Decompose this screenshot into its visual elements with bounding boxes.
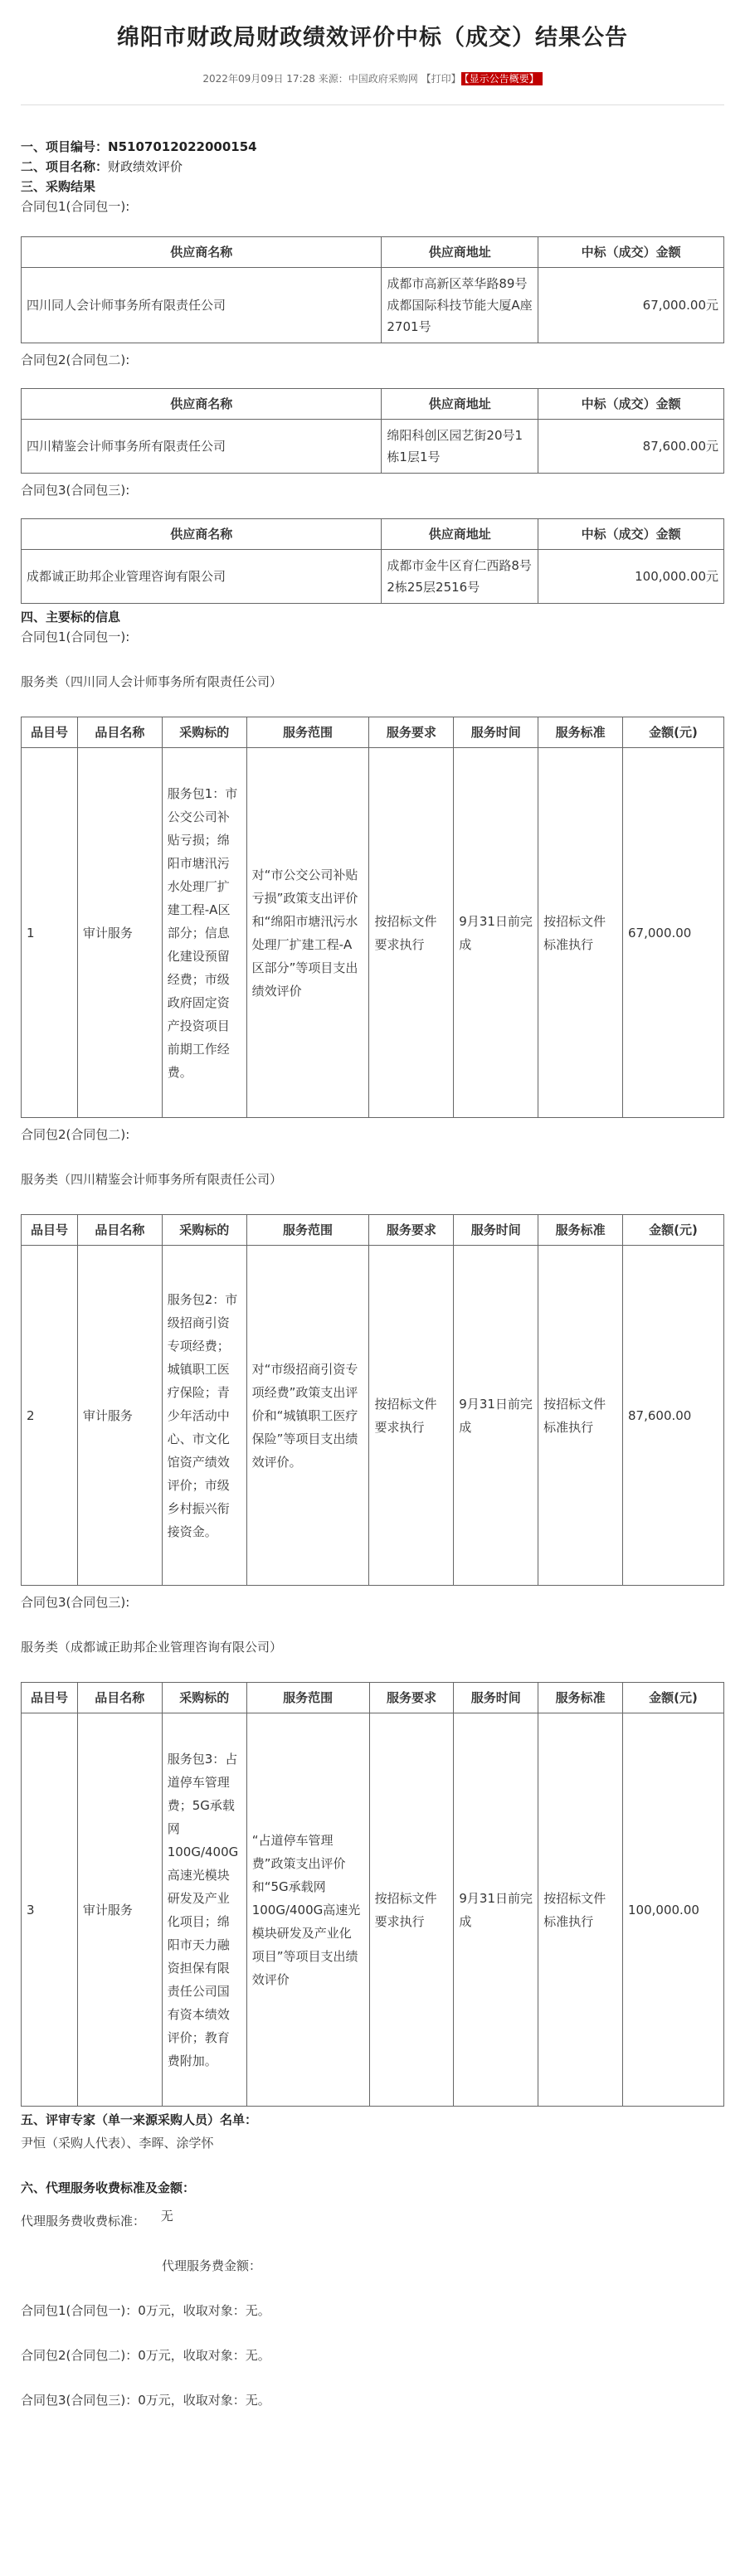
supplier-address: 成都市高新区萃华路89号成都国际科技节能大厦A座2701号 bbox=[382, 268, 538, 343]
col-item-no: 品目号 bbox=[22, 1683, 78, 1713]
col-supplier-address: 供应商地址 bbox=[382, 519, 538, 550]
item-name: 审计服务 bbox=[77, 1246, 162, 1586]
col-supplier-name: 供应商名称 bbox=[22, 389, 382, 420]
supplier-name: 成都诚正助邦企业管理咨询有限公司 bbox=[22, 550, 382, 604]
col-time: 服务时间 bbox=[454, 1683, 538, 1713]
col-requirement: 服务要求 bbox=[369, 1683, 454, 1713]
package-label: 合同包1(合同包一): bbox=[21, 629, 130, 644]
amount: 87,600.00 bbox=[623, 1246, 724, 1586]
scope: “占道停车管理费”政策支出评价和“5G承载网100G/400G高速光模块研发及产业化项目”等项目支出绩效评价 bbox=[246, 1713, 369, 2107]
table-row bbox=[22, 420, 724, 474]
col-requirement: 服务要求 bbox=[369, 717, 454, 748]
service-time: 9月31日前完成 bbox=[454, 1713, 538, 2107]
col-award-amount: 中标（成交）金额 bbox=[538, 389, 724, 420]
result-table bbox=[21, 236, 724, 343]
requirement: 按招标文件要求执行 bbox=[369, 1713, 454, 2107]
item-no: 2 bbox=[22, 1246, 78, 1586]
meta-line bbox=[21, 71, 724, 86]
package-label: 合同包1(合同包一): bbox=[21, 199, 130, 214]
fee-line: 合同包2(合同包二)：0万元，收取对象：无。 bbox=[21, 2348, 270, 2363]
award-amount: 100,000.00元 bbox=[538, 550, 724, 604]
service-time: 9月31日前完成 bbox=[454, 1246, 538, 1586]
table-row bbox=[22, 1246, 724, 1586]
table-row bbox=[22, 748, 724, 1118]
standard: 按招标文件标准执行 bbox=[538, 1246, 623, 1586]
amount: 100,000.00 bbox=[623, 1713, 724, 2107]
col-target: 采购标的 bbox=[162, 717, 246, 748]
col-standard: 服务标准 bbox=[538, 1683, 623, 1713]
project-name: 二、项目名称：财政绩效评价 bbox=[21, 159, 183, 174]
fee-standard-value: 无 bbox=[160, 2209, 173, 2224]
supplier-address: 绵阳科创区园艺街20号1栋1层1号 bbox=[382, 420, 538, 474]
table-row bbox=[22, 1713, 724, 2107]
target: 服务包3：占道停车管理费；5G承载网100G/400G高速光模块研发及产业化项目；绵阳市天力融资担保有限责任公司国有资本绩效评价；教育费附加。 bbox=[162, 1713, 246, 2107]
supplier-name: 四川同人会计师事务所有限责任公司 bbox=[22, 268, 382, 343]
package-label: 合同包3(合同包三): bbox=[21, 1595, 130, 1610]
col-scope: 服务范围 bbox=[246, 717, 369, 748]
col-item-name: 品目名称 bbox=[77, 1683, 162, 1713]
scope: 对“市级招商引资专项经费”政策支出评价和“城镇职工医疗保险”等项目支出绩效评价。 bbox=[246, 1246, 369, 1586]
col-scope: 服务范围 bbox=[246, 1215, 369, 1246]
section-fee-heading: 六、代理服务收费标准及金额： bbox=[21, 2180, 196, 2195]
table-row bbox=[22, 550, 724, 604]
col-item-name: 品目名称 bbox=[77, 717, 162, 748]
target: 服务包1：市公交公司补贴亏损；绵阳市塘汛污水处理厂扩建工程-A区部分；信息化建设预留经费；市级政府固定资产投资项目前期工作经费。 bbox=[162, 748, 246, 1118]
col-supplier-name: 供应商名称 bbox=[22, 237, 382, 268]
standard: 按招标文件标准执行 bbox=[538, 748, 623, 1118]
project-number: 一、项目编号：N5107012022000154 bbox=[21, 139, 257, 154]
fee-line: 合同包3(合同包三)：0万元，收取对象：无。 bbox=[21, 2393, 270, 2408]
col-item-no: 品目号 bbox=[22, 1215, 78, 1246]
table-row bbox=[22, 268, 724, 343]
show-summary-button[interactable]: 【显示公告概要】 bbox=[461, 72, 543, 85]
award-amount: 87,600.00元 bbox=[538, 420, 724, 474]
col-amount: 金额(元) bbox=[623, 1683, 724, 1713]
scope: 对“市公交公司补贴亏损”政策支出评价和“绵阳市塘汛污水处理厂扩建工程-A区部分”等项目支出绩效评价 bbox=[246, 748, 369, 1118]
col-target: 采购标的 bbox=[162, 1215, 246, 1246]
section-subjects-heading: 四、主要标的信息 bbox=[21, 610, 121, 625]
col-supplier-name: 供应商名称 bbox=[22, 519, 382, 550]
supplier-address: 成都市金牛区育仁西路8号2栋25层2516号 bbox=[382, 550, 538, 604]
subject-table bbox=[21, 717, 724, 1118]
supplier-name: 四川精鉴会计师事务所有限责任公司 bbox=[22, 420, 382, 474]
service-type: 服务类（成都诚正助邦企业管理咨询有限公司） bbox=[21, 1640, 283, 1655]
section-results-heading: 三、采购结果 bbox=[21, 179, 96, 194]
table-header-row bbox=[22, 237, 724, 268]
col-target: 采购标的 bbox=[162, 1683, 246, 1713]
col-item-no: 品目号 bbox=[22, 717, 78, 748]
col-standard: 服务标准 bbox=[538, 717, 623, 748]
item-name: 审计服务 bbox=[77, 1713, 162, 2107]
fee-line: 合同包1(合同包一)：0万元，收取对象：无。 bbox=[21, 2303, 270, 2318]
subject-table bbox=[21, 1214, 724, 1586]
source-text: 来源：中国政府采购网 bbox=[318, 73, 418, 85]
item-name: 审计服务 bbox=[77, 748, 162, 1118]
table-header-row bbox=[22, 1683, 724, 1713]
col-item-name: 品目名称 bbox=[77, 1215, 162, 1246]
package-label: 合同包3(合同包三): bbox=[21, 483, 130, 498]
experts-list: 尹恒（采购人代表）、李晖、涂学怀 bbox=[21, 2136, 214, 2151]
result-table bbox=[21, 388, 724, 474]
item-no: 3 bbox=[22, 1713, 78, 2107]
table-header-row bbox=[22, 519, 724, 550]
print-link[interactable]: 【打印】 bbox=[421, 73, 461, 85]
col-requirement: 服务要求 bbox=[369, 1215, 454, 1246]
col-time: 服务时间 bbox=[454, 717, 538, 748]
subject-table bbox=[21, 1682, 724, 2107]
col-time: 服务时间 bbox=[454, 1215, 538, 1246]
page-title: 绵阳市财政局财政绩效评价中标（成交）结果公告 bbox=[117, 25, 628, 51]
target: 服务包2：市级招商引资专项经费；城镇职工医疗保险；青少年活动中心、市文化馆资产绩效评价；市级乡村振兴衔接资金。 bbox=[162, 1246, 246, 1586]
fee-amount-label: 代理服务费金额： bbox=[162, 2258, 262, 2273]
col-award-amount: 中标（成交）金额 bbox=[538, 237, 724, 268]
table-header-row bbox=[22, 1215, 724, 1246]
package-label: 合同包2(合同包二): bbox=[21, 352, 130, 367]
requirement: 按招标文件要求执行 bbox=[369, 748, 454, 1118]
amount: 67,000.00 bbox=[623, 748, 724, 1118]
award-amount: 67,000.00元 bbox=[538, 268, 724, 343]
col-award-amount: 中标（成交）金额 bbox=[538, 519, 724, 550]
col-scope: 服务范围 bbox=[246, 1683, 369, 1713]
service-type: 服务类（四川精鉴会计师事务所有限责任公司） bbox=[21, 1172, 283, 1187]
service-time: 9月31日前完成 bbox=[454, 748, 538, 1118]
requirement: 按招标文件要求执行 bbox=[369, 1246, 454, 1586]
item-no: 1 bbox=[22, 748, 78, 1118]
publish-datetime: 2022年09月09日 17:28 bbox=[202, 73, 315, 85]
standard: 按招标文件标准执行 bbox=[538, 1713, 623, 2107]
col-supplier-address: 供应商地址 bbox=[382, 389, 538, 420]
col-amount: 金额(元) bbox=[623, 717, 724, 748]
table-header-row bbox=[22, 717, 724, 748]
fee-standard bbox=[21, 2211, 724, 2231]
package-label: 合同包2(合同包二): bbox=[21, 1127, 130, 1142]
section-experts-heading: 五、评审专家（单一来源采购人员）名单： bbox=[21, 2112, 258, 2127]
service-type: 服务类（四川同人会计师事务所有限责任公司） bbox=[21, 674, 283, 689]
table-header-row bbox=[22, 389, 724, 420]
fee-standard-label: 代理服务费收费标准： bbox=[21, 2214, 146, 2228]
col-amount: 金额(元) bbox=[623, 1215, 724, 1246]
col-supplier-address: 供应商地址 bbox=[382, 237, 538, 268]
col-standard: 服务标准 bbox=[538, 1215, 623, 1246]
result-table bbox=[21, 518, 724, 604]
